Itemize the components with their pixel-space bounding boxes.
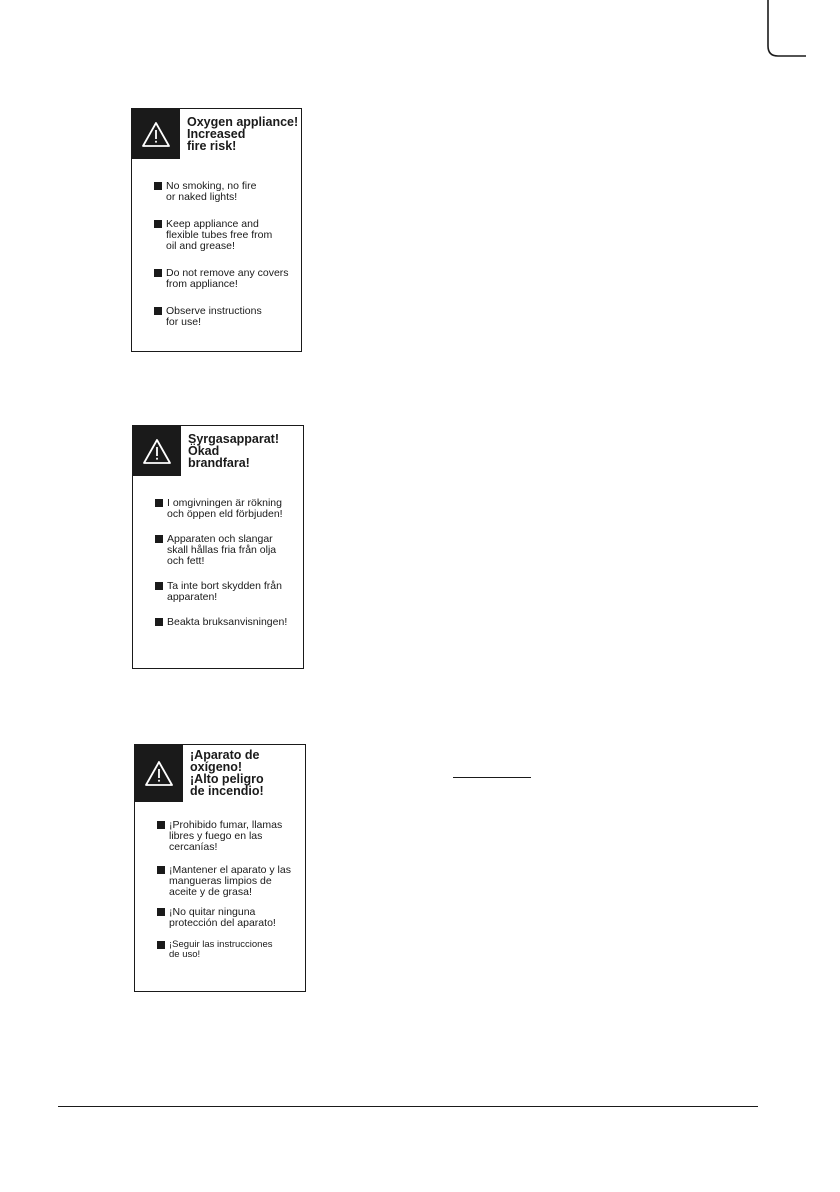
warning-triangle-icon (144, 760, 174, 787)
instruction-item: Observe instructions for use! (154, 306, 299, 328)
warning-triangle-icon (142, 438, 172, 465)
instruction-list (157, 820, 303, 960)
footer-rule (58, 1106, 758, 1107)
instruction-item: ¡Prohibido fumar, llamas libres y fuego en las cercanías! (157, 820, 303, 853)
instruction-item: ¡Mantener el aparato y las mangueras limpios de aceite y de grasa! (157, 865, 303, 898)
instruction-item: Do not remove any covers from appliance! (154, 268, 299, 290)
warning-box (135, 745, 183, 802)
instruction-item: ¡Seguir las instrucciones de uso! (157, 940, 303, 960)
warning-label-spanish (134, 744, 306, 992)
instruction-list (154, 181, 299, 328)
label-header (135, 745, 305, 802)
label-title: ¡Aparato de oxígeno! ¡Alto peligro de incendio! (190, 748, 264, 798)
instruction-list (155, 498, 301, 628)
instruction-item: Keep appliance and flexible tubes free from oil and grease! (154, 219, 299, 252)
corner-mark (766, 0, 806, 58)
instruction-item: Apparaten och slangar skall hållas fria från olja och fett! (155, 534, 301, 567)
warning-box (133, 426, 181, 476)
instruction-item: ¡No quitar ninguna protección del aparato! (157, 907, 303, 929)
short-horizontal-rule (453, 777, 531, 778)
warning-box (132, 109, 180, 159)
label-header (132, 109, 301, 159)
instruction-item: Ta inte bort skydden från apparaten! (155, 581, 301, 603)
warning-label-english (131, 108, 302, 352)
label-title: Oxygen appliance! Increased fire risk! (187, 115, 299, 153)
label-title: Syrgasapparat! Ökad brandfara! (188, 432, 280, 470)
instruction-item: No smoking, no fire or naked lights! (154, 181, 299, 203)
instruction-item: I omgivningen är rökning och öppen eld förbjuden! (155, 498, 301, 520)
instruction-item: Beakta bruksanvisningen! (155, 617, 301, 628)
warning-label-swedish (132, 425, 304, 669)
warning-triangle-icon (141, 121, 171, 148)
label-header (133, 426, 303, 476)
